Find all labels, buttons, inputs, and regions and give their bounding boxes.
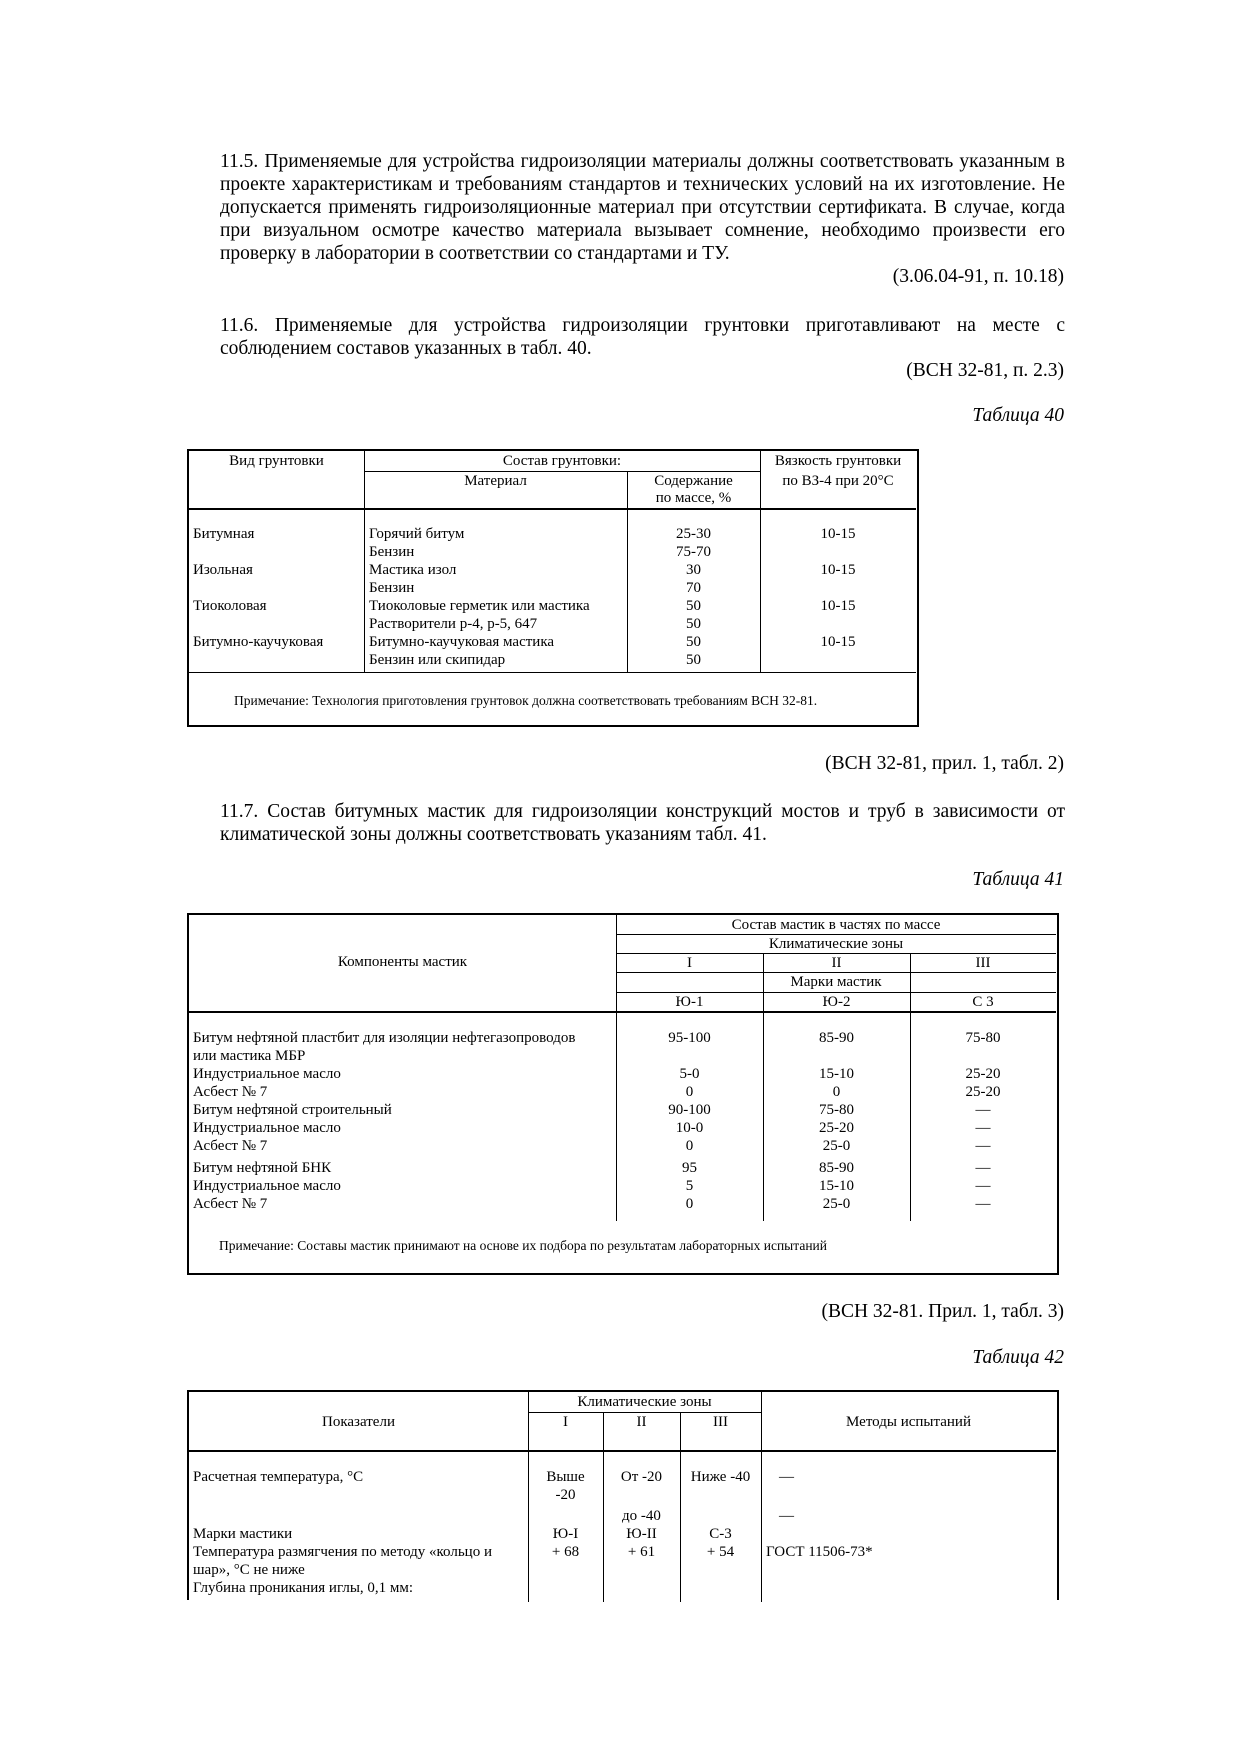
t41-header-zone-2: II xyxy=(831,955,842,971)
reference-11-5: (3.06.04-91, п. 10.18) xyxy=(892,266,1064,287)
t41-cell-value: 25-0 xyxy=(822,1196,851,1212)
t41-cell-value: — xyxy=(975,1196,991,1212)
t42-header-indicators: Показатели xyxy=(322,1414,395,1430)
t41-cell-value: 0 xyxy=(685,1138,694,1154)
paragraph-11-5 xyxy=(190,150,1065,265)
t40-header-type: Вид грунтовки xyxy=(229,453,324,469)
t40-cell-content: 70 xyxy=(686,580,701,596)
t42-cell-method: — xyxy=(779,1508,794,1524)
t40-cell-type: Тиоколовая xyxy=(193,598,267,614)
paragraph-11-7 xyxy=(190,800,1065,846)
t41-header-brand-2: Ю-2 xyxy=(822,994,851,1010)
t41-cell-name: Индустриальное масло xyxy=(193,1066,341,1082)
t41-header-brand-1: Ю-1 xyxy=(675,994,704,1010)
t40-cell-content: 25-30 xyxy=(676,526,711,542)
t40-cell-viscosity: 10-15 xyxy=(820,634,856,650)
t42-cell-value: Выше xyxy=(546,1469,585,1485)
t42-cell-value: + 54 xyxy=(706,1544,735,1560)
t41-cell-name: Асбест № 7 xyxy=(193,1196,268,1212)
t40-cell-material: Бензин или скипидар xyxy=(369,652,506,668)
paragraph-11-5-text: 11.5. Применяемые для устройства гидроизоляции материалы должны соответствовать указанным в проекте характеристикам и требованиям стандартов и технических условий на их изготовление. Не допускается применять гидроизоляционные материал при отсутствии сертификата. В случае, когда при визуальном осмотре качество материала вызывает сомнение, необходимо произвести его проверку в лаборатории в соответствии со стандартами и ТУ. xyxy=(220,151,1065,264)
t41-cell-value: — xyxy=(975,1120,991,1136)
t41-cell-name: или мастика МБР xyxy=(193,1048,306,1064)
t42-cell-name: шар», °С не ниже xyxy=(193,1562,305,1578)
t41-cell-value: 15-10 xyxy=(819,1178,854,1194)
table-42-caption: Таблица 42 xyxy=(972,1347,1064,1368)
paragraph-11-6-text: 11.6. Применяемые для устройства гидроизоляции грунтовки приготавливают на месте с соблюдением составов указанных в табл. 40. xyxy=(220,315,1065,359)
t40-cell-type: Битумно-каучуковая xyxy=(193,634,324,650)
t42-cell-value: -20 xyxy=(555,1487,576,1503)
t41-header-brands: Марки мастик xyxy=(790,974,882,990)
t41-cell-name: Битум нефтяной пластбит для изоляции нефтегазопроводов xyxy=(193,1030,576,1046)
t40-cell-content: 50 xyxy=(686,616,701,632)
t42-header-methods: Методы испытаний xyxy=(846,1414,971,1430)
t41-cell-value: — xyxy=(975,1102,991,1118)
t40-cell-material: Бензин xyxy=(369,544,415,560)
t42-cell-method: ГОСТ 11506-73* xyxy=(766,1544,873,1560)
t41-cell-value: — xyxy=(975,1160,991,1176)
paragraph-11-6 xyxy=(190,314,1065,360)
t41-cell-name: Асбест № 7 xyxy=(193,1138,268,1154)
t41-cell-name: Индустриальное масло xyxy=(193,1120,341,1136)
reference-11-6: (ВСН 32-81, п. 2.3) xyxy=(906,360,1064,381)
t41-cell-value: 95-100 xyxy=(668,1030,711,1046)
t41-cell-name: Асбест № 7 xyxy=(193,1084,268,1100)
t41-header-composition: Состав мастик в частях по массе xyxy=(731,917,941,933)
t41-cell-value: 25-20 xyxy=(819,1120,854,1136)
t42-header-zones: Климатические зоны xyxy=(577,1394,712,1410)
t41-cell-value: 0 xyxy=(685,1196,694,1212)
t42-cell-value: С-3 xyxy=(709,1526,732,1542)
t42-cell-value: От -20 xyxy=(620,1469,663,1485)
t41-cell-value: 25-20 xyxy=(965,1066,1001,1082)
t42-cell-name: Глубина проникания иглы, 0,1 мм: xyxy=(193,1580,414,1596)
t40-cell-material: Тиоколовые герметик или мастика xyxy=(369,598,590,614)
t41-cell-value: — xyxy=(975,1138,991,1154)
t42-header-zone-3: III xyxy=(713,1414,728,1430)
t41-cell-name: Битум нефтяной строительный xyxy=(193,1102,392,1118)
t42-cell-name: Марки мастики xyxy=(193,1526,293,1542)
reference-table-41: (ВСН 32-81. Прил. 1, табл. 3) xyxy=(821,1301,1064,1322)
t40-header-viscosity-l2: по ВЗ-4 при 20°С xyxy=(782,473,894,489)
t40-cell-content: 50 xyxy=(686,634,701,650)
t41-cell-value: 75-80 xyxy=(965,1030,1001,1046)
t42-cell-name: Температура размягчения по методу «кольцо и xyxy=(193,1544,492,1560)
t42-cell-method: — xyxy=(779,1469,794,1485)
t41-cell-value: 95 xyxy=(682,1160,697,1176)
table-40 xyxy=(187,449,919,727)
t41-cell-value: 25-0 xyxy=(822,1138,851,1154)
t41-cell-value: — xyxy=(975,1178,991,1194)
t42-cell-value: + 61 xyxy=(627,1544,656,1560)
table-40-caption: Таблица 40 xyxy=(972,405,1064,426)
t41-note: Примечание: Составы мастик принимают на основе их подбора по результатам лабораторных испытаний xyxy=(219,1238,827,1253)
t40-header-viscosity-l1: Вязкость грунтовки xyxy=(774,453,902,469)
t41-cell-name: Индустриальное масло xyxy=(193,1178,341,1194)
t40-cell-material: Растворители р-4, р-5, 647 xyxy=(369,616,538,632)
table-42 xyxy=(187,1390,1059,1600)
t42-cell-value: Ю-I xyxy=(552,1526,579,1542)
t41-header-zone-3: III xyxy=(975,955,991,971)
t42-header-zone-2: II xyxy=(636,1414,647,1430)
t41-cell-value: 5 xyxy=(685,1178,694,1194)
t40-header-content-l1: Содержание xyxy=(654,473,733,489)
t40-cell-type: Битумная xyxy=(193,526,255,542)
t41-header-components: Компоненты мастик xyxy=(337,954,468,970)
paragraph-11-7-text: 11.7. Состав битумных мастик для гидроизоляции конструкций мостов и труб в зависимости от климатической зоны должны соответствовать указаниям табл. 41. xyxy=(220,801,1065,845)
t41-cell-name: Битум нефтяной БНК xyxy=(193,1160,332,1176)
t42-cell-value: Ниже -40 xyxy=(690,1469,751,1485)
t41-cell-value: 5-0 xyxy=(679,1066,700,1082)
t41-cell-value: 25-20 xyxy=(965,1084,1001,1100)
t40-cell-material: Бензин xyxy=(369,580,415,596)
t41-cell-value: 85-90 xyxy=(819,1160,854,1176)
t42-cell-value: Ю-II xyxy=(626,1526,657,1542)
t40-note: Примечание: Технология приготовления грунтовок должна соответствовать требованиям ВСН 32-81. xyxy=(234,693,818,708)
t41-cell-value: 85-90 xyxy=(819,1030,854,1046)
t40-header-composition: Состав грунтовки: xyxy=(502,453,622,469)
t42-cell-name: Расчетная температура, °С xyxy=(193,1469,364,1485)
t41-cell-value: 0 xyxy=(685,1084,694,1100)
t40-cell-type: Изольная xyxy=(193,562,253,578)
t40-cell-material: Горячий битум xyxy=(369,526,465,542)
t40-cell-viscosity: 10-15 xyxy=(820,598,856,614)
t40-header-content-l2: по массе, % xyxy=(655,490,732,506)
t40-cell-content: 30 xyxy=(686,562,701,578)
table-41 xyxy=(187,913,1059,1275)
t41-header-zones: Климатические зоны xyxy=(768,936,904,952)
t42-cell-value: + 68 xyxy=(551,1544,580,1560)
t40-cell-material: Мастика изол xyxy=(369,562,457,578)
t41-header-zone-1: I xyxy=(687,955,692,971)
t40-cell-content: 50 xyxy=(686,652,701,668)
t41-cell-value: 15-10 xyxy=(819,1066,854,1082)
t42-cell-value: до -40 xyxy=(622,1508,661,1524)
t42-header-zone-1: I xyxy=(563,1414,568,1430)
t40-header-material: Материал xyxy=(464,473,527,489)
t41-cell-value: 75-80 xyxy=(819,1102,854,1118)
t40-cell-viscosity: 10-15 xyxy=(820,562,856,578)
reference-table-40: (ВСН 32-81, прил. 1, табл. 2) xyxy=(825,753,1064,774)
table-41-caption: Таблица 41 xyxy=(972,869,1064,890)
t40-cell-material: Битумно-каучуковая мастика xyxy=(369,634,555,650)
t40-cell-content: 75-70 xyxy=(676,544,711,560)
t41-cell-value: 10-0 xyxy=(675,1120,704,1136)
t40-cell-viscosity: 10-15 xyxy=(820,526,856,542)
t41-header-brand-3: С 3 xyxy=(972,994,994,1010)
t40-cell-content: 50 xyxy=(686,598,701,614)
t41-cell-value: 90-100 xyxy=(668,1102,711,1118)
t41-cell-value: 0 xyxy=(832,1084,841,1100)
